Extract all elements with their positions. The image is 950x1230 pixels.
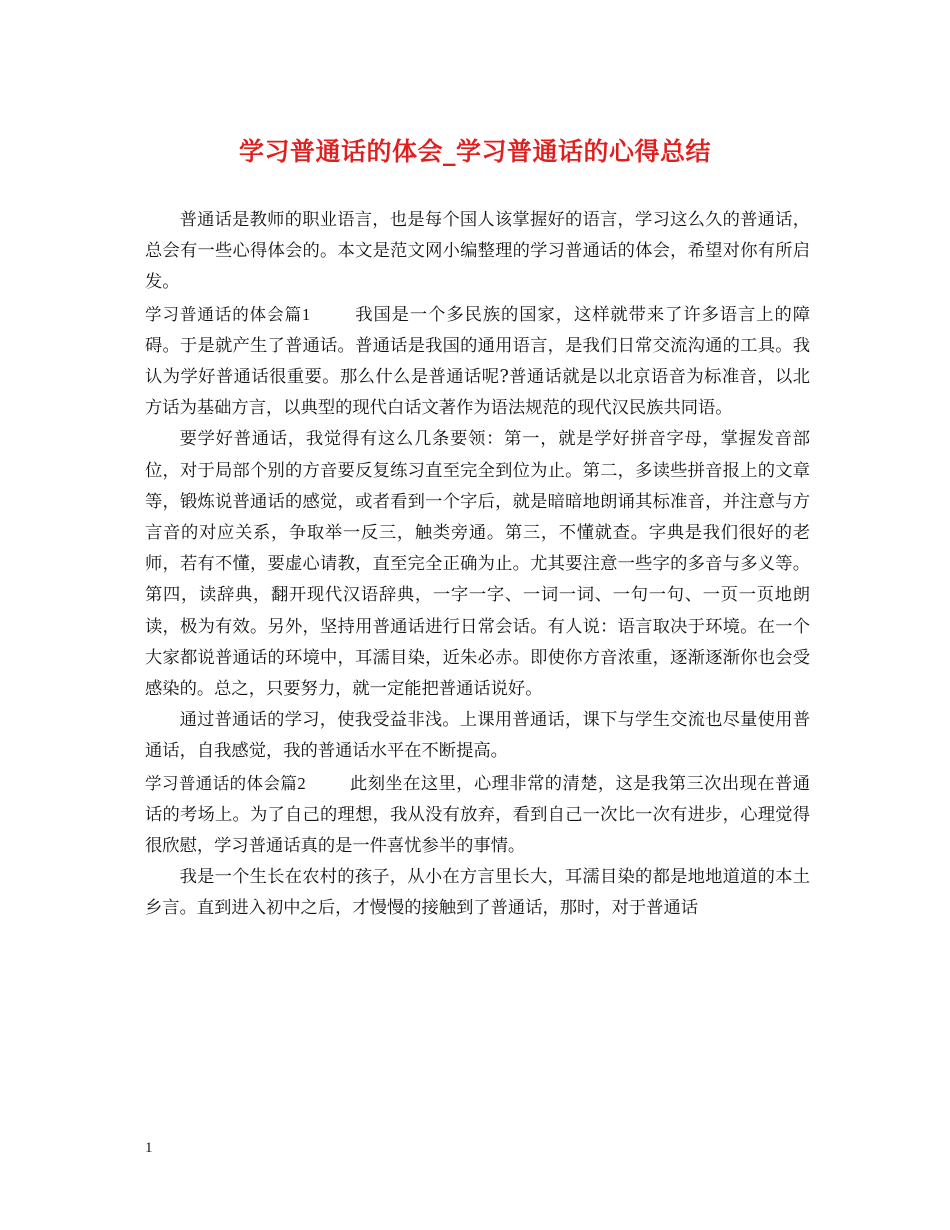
document-body (145, 205, 810, 925)
paragraph-methods: 要学好普通话，我觉得有这么几条要领：第一，就是学好拼音字母，掌握发音部位，对于局部个别的方音要反复练习直至完全到位为止。第二，多读些拼音报上的文章等，锻炼说普通话的感觉，或者看到一个字后，就是暗暗地朗诵其标准音，并注意与方言音的对应关系，争取举一反三，触类旁通。第三，不懂就查。字典是我们很好的老师，若有不懂，要虚心请教，直至完全正确为止。尤其要注意一些字的多音与多义等。第四，读辞典，翻开现代汉语辞典，一字一字、一词一词、一句一句、一页一页地朗读，极为有效。另外，坚持用普通话进行日常会话。有人说：语言取决于环境。在一个大家都说普通话的环境中，耳濡目染，近朱必赤。即使你方音浓重，逐渐逐渐你也会受感染的。总之，只要努力，就一定能把普通话说好。 (145, 429, 810, 700)
page-number: 1 (145, 1140, 153, 1156)
paragraph-section-1 (145, 299, 810, 425)
document-title: 学习普通话的体会_学习普通话的心得总结 (238, 137, 711, 166)
paragraph-section-2 (145, 768, 810, 863)
paragraph-benefit: 通过普通话的学习，使我受益非浅。上课用普通话，课下与学生交流也尽量使用普通话，自我感觉，我的普通话水平在不断提高。 (145, 710, 810, 762)
section-text-1: 我国是一个多民族的国家，这样就带来了许多语言上的障碍。于是就产生了普通话。普通话是我国的通用语言，是我们日常交流沟通的工具。我认为学好普通话很重要。那么什么是普通话呢?普通话就是以北京语音为标准音，以北方话为基础方言，以典型的现代白话文著作为语法规范的现代汉民族共同语。 (145, 304, 810, 419)
paragraph-intro: 普通话是教师的职业语言，也是每个国人该掌握好的语言，学习这么久的普通话，总会有一些心得体会的。本文是范文网小编整理的学习普通话的体会，希望对你有所启发。 (145, 210, 810, 293)
section-text-2: 此刻坐在这里，心理非常的清楚，这是我第三次出现在普通话的考场上。为了自己的理想，我从没有放弃，看到自己一次比一次有进步，心理觉得很欣慰，学习普通话真的是一件喜忧参半的事情。 (145, 773, 810, 857)
paragraph-childhood: 我是一个生长在农村的孩子，从小在方言里长大，耳濡目染的都是地地道道的本土乡言。直到进入初中之后，才慢慢的接触到了普通话，那时，对于普通话 (145, 867, 810, 919)
section-label-1: 学习普通话的体会篇1 (145, 304, 311, 324)
section-label-2: 学习普通话的体会篇2 (145, 773, 306, 793)
